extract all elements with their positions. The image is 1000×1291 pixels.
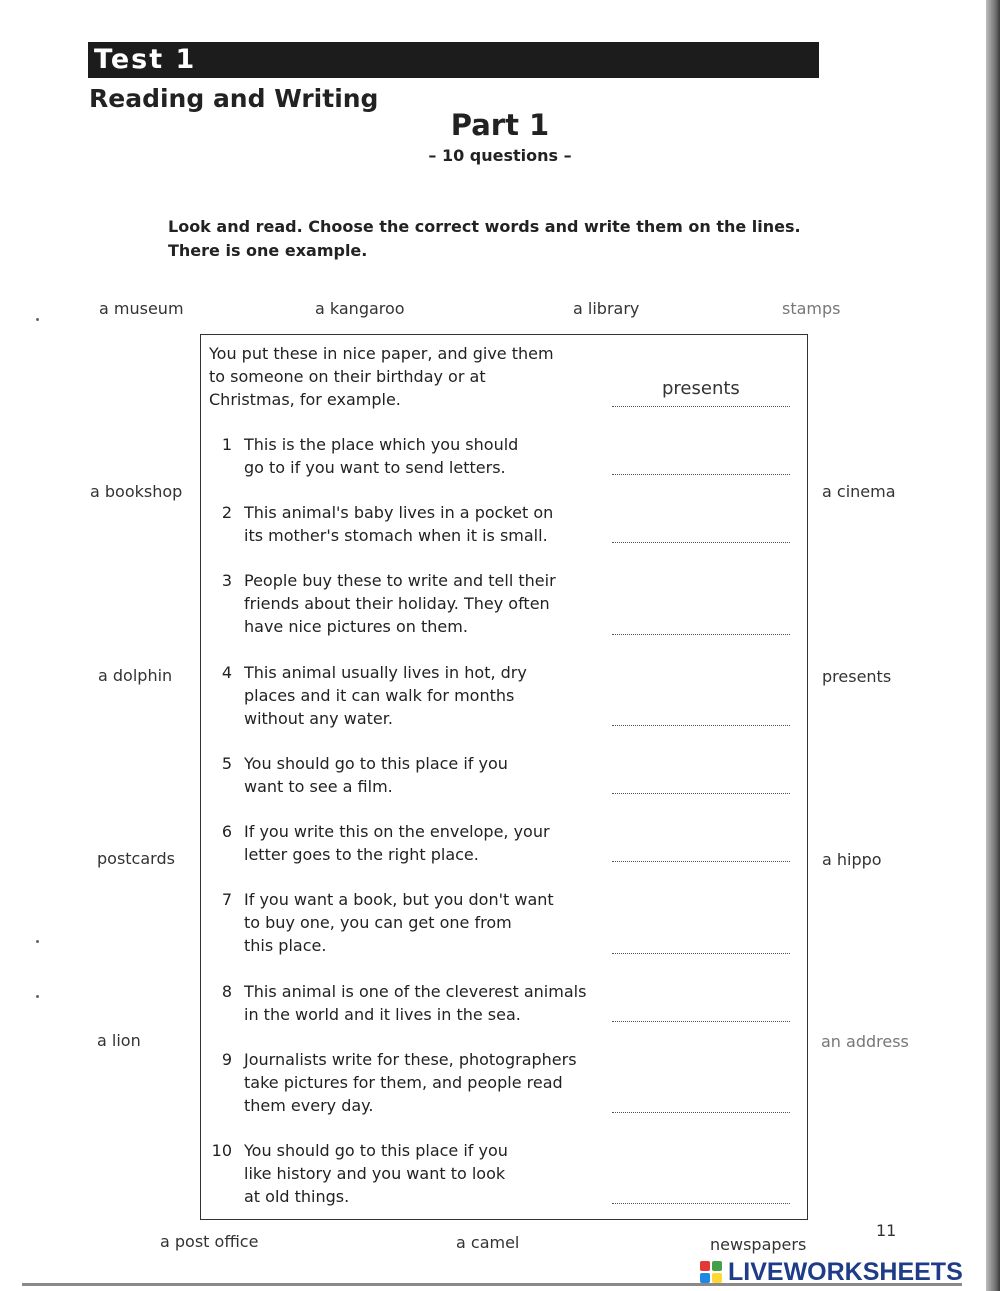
answer-line-1[interactable]: [612, 474, 790, 475]
question-line: like history and you want to look: [244, 1164, 506, 1183]
question-line: This animal's baby lives in a pocket on: [244, 503, 554, 522]
question-line: friends about their holiday. They often: [244, 594, 550, 613]
question-number: 8: [221, 982, 232, 1001]
question-number: 3: [221, 571, 232, 590]
word-an-address: an address: [821, 1032, 909, 1051]
logo-square-yellow: [712, 1273, 722, 1283]
question-line: Journalists write for these, photographers: [244, 1050, 577, 1069]
page-number: 11: [876, 1221, 897, 1240]
example-answer-line: [612, 406, 790, 407]
question-line: This animal is one of the cleverest animals: [244, 982, 587, 1001]
word-presents: presents: [822, 667, 892, 686]
answer-line-6[interactable]: [612, 861, 790, 862]
word-a-kangaroo: a kangaroo: [315, 299, 405, 318]
word-newspapers: newspapers: [710, 1235, 807, 1254]
answer-line-3[interactable]: [612, 634, 790, 635]
question-line: have nice pictures on them.: [244, 617, 468, 636]
word-a-post-office: a post office: [160, 1232, 259, 1251]
word-a-bookshop: a bookshop: [90, 482, 183, 501]
word-postcards: postcards: [97, 849, 175, 868]
question-line: this place.: [244, 936, 327, 955]
word-a-library: a library: [573, 299, 640, 318]
answer-line-4[interactable]: [612, 725, 790, 726]
question-line: You should go to this place if you: [244, 1141, 508, 1160]
section-subtitle: Reading and Writing: [89, 84, 379, 113]
question-line: want to see a film.: [244, 777, 393, 796]
example-line-3: Christmas, for example.: [209, 390, 401, 409]
word-a-hippo: a hippo: [822, 850, 882, 869]
answer-line-8[interactable]: [612, 1021, 790, 1022]
question-number: 2: [221, 503, 232, 522]
question-number: 5: [221, 754, 232, 773]
question-number: 6: [221, 822, 232, 841]
question-line: at old things.: [244, 1187, 350, 1206]
answer-line-5[interactable]: [612, 793, 790, 794]
answer-line-2[interactable]: [612, 542, 790, 543]
example-line-2: to someone on their birthday or at: [209, 367, 486, 386]
question-line: If you write this on the envelope, your: [244, 822, 550, 841]
scan-speck: [36, 940, 39, 943]
question-line: take pictures for them, and people read: [244, 1073, 563, 1092]
instructions-line-1: Look and read. Choose the correct words and write them on the lines.: [168, 217, 801, 236]
question-number: 4: [221, 663, 232, 682]
question-line: them every day.: [244, 1096, 374, 1115]
question-number: 9: [221, 1050, 232, 1069]
answer-line-7[interactable]: [612, 953, 790, 954]
example-line-1: You put these in nice paper, and give them: [209, 344, 554, 363]
question-line: If you want a book, but you don't want: [244, 890, 554, 909]
question-line: places and it can walk for months: [244, 686, 515, 705]
scan-speck: [36, 318, 39, 321]
instructions-line-2: There is one example.: [168, 241, 368, 260]
answer-line-9[interactable]: [612, 1112, 790, 1113]
logo-square-blue: [700, 1273, 710, 1283]
part-title: Part 1: [450, 108, 550, 142]
example-answer: presents: [662, 378, 740, 399]
question-line: People buy these to write and tell their: [244, 571, 556, 590]
question-line: in the world and it lives in the sea.: [244, 1005, 521, 1024]
word-a-dolphin: a dolphin: [98, 666, 173, 685]
logo-text: LIVEWORKSHEETS: [728, 1257, 963, 1286]
logo-square-green: [712, 1261, 722, 1271]
word-a-museum: a museum: [99, 299, 184, 318]
question-line: This animal usually lives in hot, dry: [244, 663, 527, 682]
question-count: – 10 questions –: [428, 146, 572, 165]
word-stamps: stamps: [782, 299, 841, 318]
logo-square-red: [700, 1261, 710, 1271]
question-line: without any water.: [244, 709, 393, 728]
page-shadow-right: [986, 0, 1000, 1291]
word-a-camel: a camel: [456, 1233, 520, 1252]
question-number: 1: [221, 435, 232, 454]
question-line: letter goes to the right place.: [244, 845, 479, 864]
question-line: You should go to this place if you: [244, 754, 508, 773]
test-banner: Test 1: [88, 42, 819, 78]
question-line: to buy one, you can get one from: [244, 913, 512, 932]
question-line: go to if you want to send letters.: [244, 458, 506, 477]
answer-line-10[interactable]: [612, 1203, 790, 1204]
question-number: 7: [221, 890, 232, 909]
question-line: This is the place which you should: [244, 435, 519, 454]
word-a-cinema: a cinema: [822, 482, 896, 501]
question-number: 10: [211, 1141, 232, 1160]
question-line: its mother's stomach when it is small.: [244, 526, 548, 545]
logo-squares-icon: [700, 1261, 722, 1283]
example-question: [209, 342, 609, 411]
word-a-lion: a lion: [97, 1031, 141, 1050]
instructions: [168, 215, 868, 263]
liveworksheets-logo: [700, 1258, 963, 1286]
scan-speck: [36, 995, 39, 998]
